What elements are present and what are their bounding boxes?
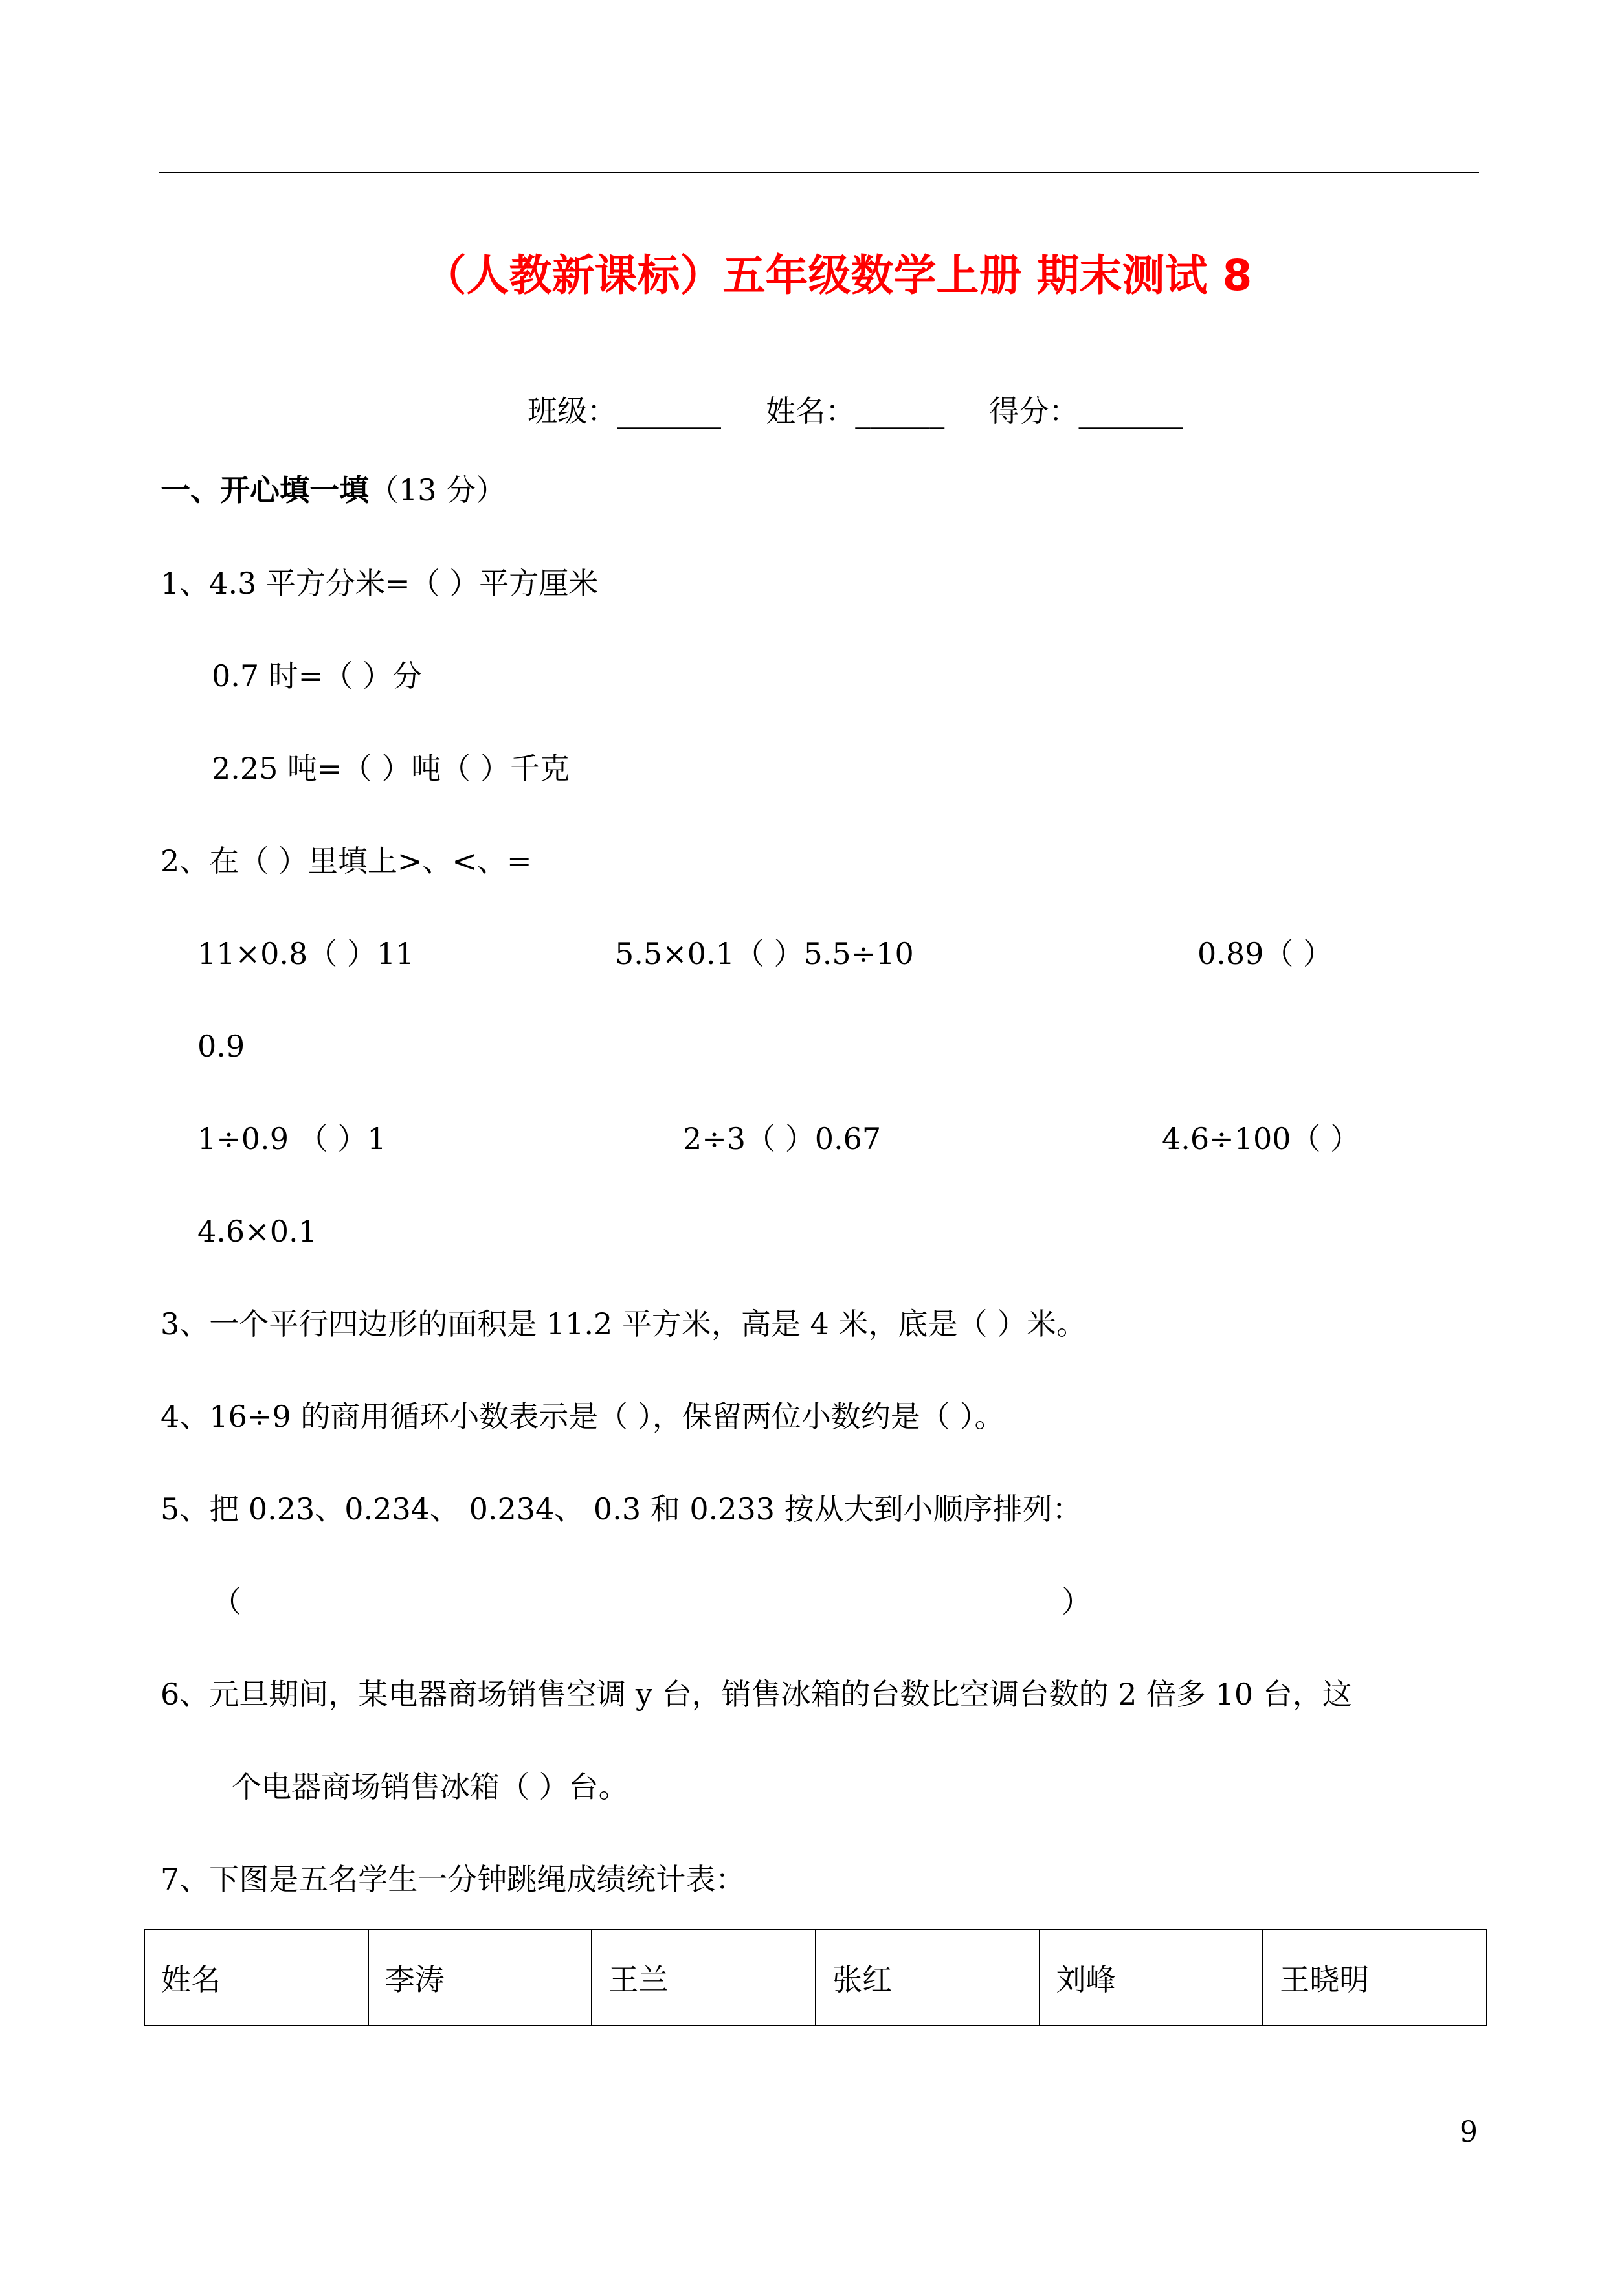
table-cell: 刘峰: [1040, 1930, 1263, 2026]
q2-item-b: 5.5×0.1（ ）5.5÷10: [615, 936, 914, 971]
q1-line3: 2.25 吨=（ ）吨（ ）千克: [212, 751, 570, 786]
class-blank[interactable]: _______: [617, 394, 721, 429]
table-cell: 张红: [816, 1930, 1040, 2026]
q2-item-d: 1÷0.9 （ ）1: [197, 1121, 386, 1156]
student-info-row: [528, 392, 1183, 431]
page-number: 9: [1460, 2116, 1478, 2149]
score-blank[interactable]: _______: [1078, 394, 1183, 429]
table-cell: 姓名: [144, 1930, 368, 2026]
q2-item-a: 11×0.8（ ）11: [197, 936, 415, 971]
class-label: 班级：: [528, 394, 617, 429]
q2-item-c-cont: 0.9: [197, 1029, 245, 1064]
q4-text: 4、16÷9 的商用循环小数表示是（ ），保留两位小数约是（ ）。: [161, 1399, 1005, 1434]
q2-intro: 2、在（ ）里填上>、<、=: [161, 844, 532, 878]
q6-line1: 6、元旦期间，某电器商场销售空调 y 台，销售冰箱的台数比空调台数的 2 倍多 10 台，这: [161, 1677, 1352, 1712]
q2-item-f: 4.6÷100（ ）: [1162, 1121, 1361, 1156]
name-blank[interactable]: ______: [855, 394, 945, 429]
section-points: （13 分）: [369, 473, 506, 508]
q1-line2: 0.7 时=（ ）分: [212, 658, 422, 693]
q5-open-paren: （: [212, 1584, 241, 1619]
q7-intro: 7、下图是五名学生一分钟跳绳成绩统计表：: [161, 1862, 746, 1897]
table-row: [144, 1930, 1487, 2026]
q1-line1: 1、4.3 平方分米=（ ）平方厘米: [161, 566, 599, 601]
page-title: （人教新课标）五年级数学上册 期末测试 8: [423, 251, 1252, 300]
q2-item-f-cont: 4.6×0.1: [197, 1214, 317, 1249]
name-label: 姓名：: [766, 394, 856, 429]
table-cell: 李涛: [368, 1930, 592, 2026]
table-cell: 王晓明: [1263, 1930, 1487, 2026]
header-rule: [159, 172, 1479, 173]
q6-line2: 个电器商场销售冰箱（ ）台。: [232, 1769, 628, 1804]
jump-rope-table: [144, 1929, 1487, 2026]
score-label: 得分：: [989, 394, 1079, 429]
q2-item-e: 2÷3（ ）0.67: [683, 1121, 882, 1156]
q5-text: 5、把 0.23、0.234、 0.234、 0.3 和 0.233 按从大到小顺序排列：: [161, 1492, 1082, 1527]
q5-close-paren: ）: [1062, 1584, 1091, 1619]
section-heading: [161, 471, 506, 509]
section-title: 一、开心填一填: [161, 473, 369, 508]
q3-text: 3、一个平行四边形的面积是 11.2 平方米，高是 4 米，底是（ ）米。: [161, 1306, 1087, 1341]
table-cell: 王兰: [592, 1930, 816, 2026]
q2-item-c: 0.89（ ）: [1197, 936, 1333, 971]
